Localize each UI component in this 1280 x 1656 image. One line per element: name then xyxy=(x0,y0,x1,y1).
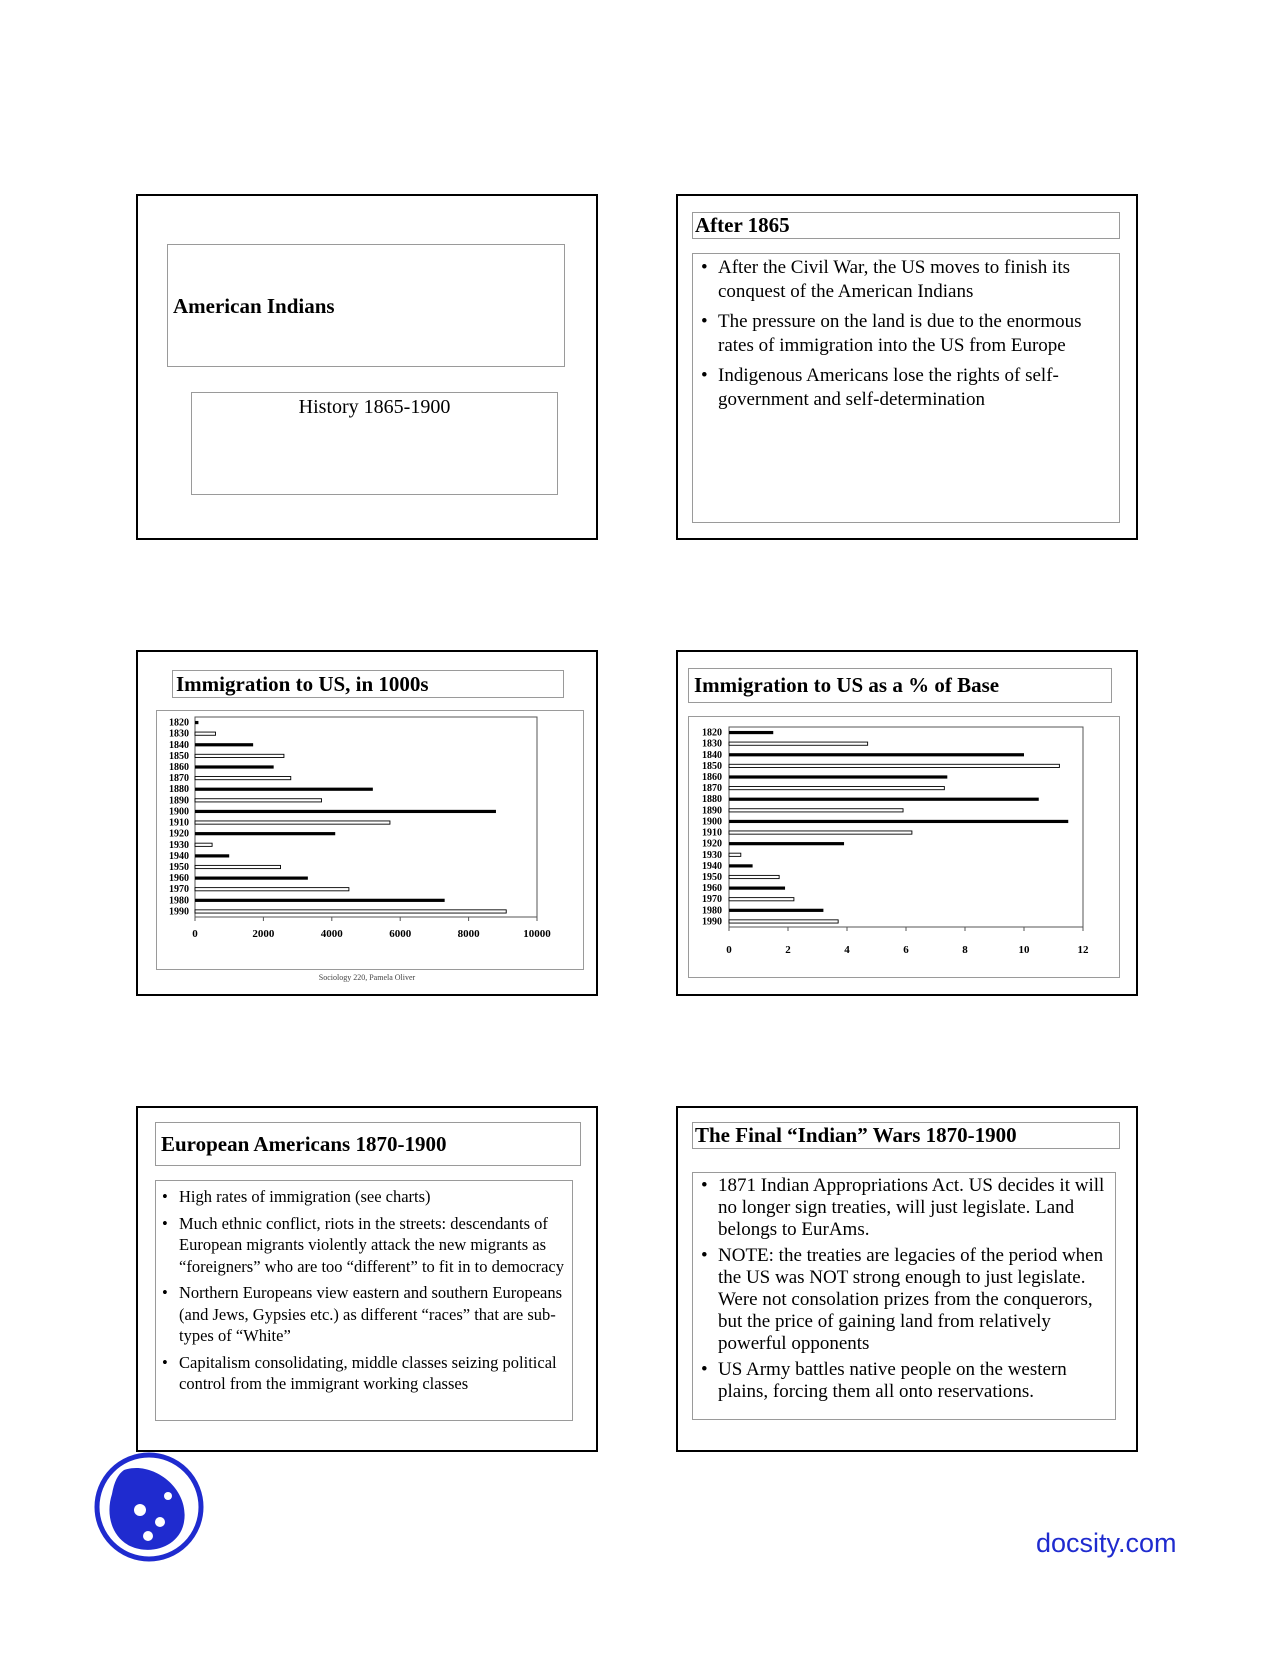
x-tick-label: 8000 xyxy=(457,928,480,940)
x-tick-label: 8 xyxy=(962,944,968,956)
bar xyxy=(729,831,912,834)
bullet-list xyxy=(697,1175,1109,1403)
slide-title: Immigration to US as a % of Base xyxy=(694,673,1000,697)
category-label: 1870 xyxy=(702,783,722,795)
category-label: 1880 xyxy=(702,794,722,806)
category-label: 1970 xyxy=(169,884,189,896)
slide-5 xyxy=(136,1106,598,1452)
category-label: 1920 xyxy=(702,838,722,850)
category-label: 1920 xyxy=(169,828,189,840)
bar xyxy=(195,899,445,902)
bullet-item: • Northern Europeans view eastern and southern Europeans (and Jews, Gypsies etc.) as different “races” that are sub-types of “White” xyxy=(158,1282,566,1347)
slide-footer: Sociology 220, Pamela Oliver xyxy=(318,973,416,982)
bar xyxy=(729,809,903,812)
content-box xyxy=(692,253,1120,523)
title-box xyxy=(167,244,565,367)
x-tick-label: 4000 xyxy=(320,928,343,940)
bar xyxy=(195,910,506,913)
bullet-item: • High rates of immigration (see charts) xyxy=(158,1186,566,1208)
category-label: 1840 xyxy=(169,739,189,751)
category-label: 1950 xyxy=(702,872,722,883)
category-label: 1900 xyxy=(169,806,189,818)
category-label: 1830 xyxy=(169,728,189,740)
category-label: 1970 xyxy=(702,894,722,906)
chart-area xyxy=(688,716,1120,978)
bar xyxy=(729,787,944,790)
bar xyxy=(195,777,291,780)
category-label: 1870 xyxy=(169,773,189,785)
category-label: 1850 xyxy=(702,760,722,772)
bar xyxy=(195,799,322,802)
bar xyxy=(195,743,253,746)
slide-3 xyxy=(136,650,598,996)
bar xyxy=(195,854,229,857)
slide-title: Immigration to US, in 1000s xyxy=(176,672,429,696)
bar xyxy=(195,877,308,880)
category-label: 1930 xyxy=(169,839,189,851)
category-label: 1980 xyxy=(169,895,189,907)
slide-title: European Americans 1870-1900 xyxy=(161,1132,447,1156)
bar-chart xyxy=(689,717,1119,977)
bar xyxy=(729,875,779,878)
slide-2 xyxy=(676,194,1138,540)
x-tick-label: 10000 xyxy=(523,928,551,940)
plot-frame xyxy=(729,727,1083,927)
bar xyxy=(195,843,212,846)
category-label: 1860 xyxy=(702,772,722,783)
category-label: 1850 xyxy=(169,750,189,762)
title-box xyxy=(172,670,564,698)
category-label: 1930 xyxy=(702,849,722,861)
slide-title: American Indians xyxy=(173,294,335,318)
category-label: 1960 xyxy=(169,873,189,885)
bullet-item: • NOTE: the treaties are legacies of the period when the US was NOT strong enough to just legislate. Were not consolation prizes from the conquerors, but the price of gaining land from relatively powerful opponents xyxy=(697,1245,1109,1355)
x-tick-label: 0 xyxy=(726,944,732,956)
x-tick-label: 0 xyxy=(192,928,198,940)
bar xyxy=(729,820,1068,823)
title-box xyxy=(155,1122,581,1166)
bar xyxy=(729,753,1024,756)
category-label: 1880 xyxy=(169,784,189,796)
x-tick-label: 10 xyxy=(1018,944,1030,956)
x-tick-label: 2 xyxy=(785,944,791,956)
slide-title: The Final “Indian” Wars 1870-1900 xyxy=(695,1123,1017,1147)
category-label: 1990 xyxy=(702,916,722,928)
bar xyxy=(729,853,741,856)
category-label: 1830 xyxy=(702,738,722,750)
bullet-item: • The pressure on the land is due to the enormous rates of immigration into the US from Europe xyxy=(697,310,1111,358)
x-tick-label: 2000 xyxy=(252,928,275,940)
bullet-item: • US Army battles native people on the western plains, forcing them all onto reservations. xyxy=(697,1359,1109,1403)
bar xyxy=(195,888,349,891)
bar xyxy=(195,832,335,835)
bar xyxy=(729,898,794,901)
slide-1 xyxy=(136,194,598,540)
bullet-item: • After the Civil War, the US moves to finish its conquest of the American Indians xyxy=(697,256,1111,304)
bar xyxy=(195,754,284,757)
bar xyxy=(729,842,844,845)
docsity-logo-icon xyxy=(94,1452,204,1562)
slide-4 xyxy=(676,650,1138,996)
content-box xyxy=(155,1180,573,1421)
chart-area xyxy=(156,710,584,970)
title-box xyxy=(692,212,1120,239)
category-label: 1980 xyxy=(702,905,722,917)
bar xyxy=(195,810,496,813)
category-label: 1950 xyxy=(169,862,189,873)
title-box xyxy=(692,1122,1120,1149)
bar xyxy=(729,887,785,890)
brand-link[interactable]: docsity.com xyxy=(1036,1528,1177,1558)
category-label: 1960 xyxy=(702,883,722,895)
category-label: 1940 xyxy=(169,850,189,862)
category-label: 1890 xyxy=(169,795,189,807)
slide-6 xyxy=(676,1106,1138,1452)
category-label: 1910 xyxy=(169,817,189,829)
bar xyxy=(195,821,390,824)
bullet-item: • Indigenous Americans lose the rights of self-government and self-determination xyxy=(697,364,1111,412)
category-label: 1820 xyxy=(169,717,189,729)
x-tick-label: 6000 xyxy=(389,928,412,940)
bar xyxy=(729,798,1039,801)
bullet-list xyxy=(158,1186,566,1395)
category-label: 1910 xyxy=(702,827,722,839)
bar xyxy=(195,721,198,724)
bar xyxy=(729,775,947,778)
bar xyxy=(195,865,281,868)
category-label: 1900 xyxy=(702,816,722,828)
bullet-list xyxy=(697,256,1111,412)
bar xyxy=(729,731,773,734)
plot-frame xyxy=(195,717,537,917)
subtitle-box xyxy=(191,392,558,495)
bar xyxy=(195,788,373,791)
slide-subtitle: History 1865-1900 xyxy=(298,396,451,418)
bar xyxy=(729,909,823,912)
category-label: 1990 xyxy=(169,906,189,918)
x-tick-label: 6 xyxy=(903,944,909,956)
bar xyxy=(195,732,216,735)
bar xyxy=(729,742,868,745)
bullet-item: • 1871 Indian Appropriations Act. US decides it will no longer sign treaties, will just legislate. Land belongs to EurAms. xyxy=(697,1175,1109,1241)
bar xyxy=(729,920,838,923)
category-label: 1890 xyxy=(702,805,722,817)
x-tick-label: 4 xyxy=(844,944,850,956)
bar-chart xyxy=(157,711,583,969)
bar xyxy=(729,764,1059,767)
bar xyxy=(729,864,753,867)
category-label: 1940 xyxy=(702,860,722,872)
bar xyxy=(195,765,274,768)
slide-title: After 1865 xyxy=(695,213,790,237)
category-label: 1860 xyxy=(169,762,189,773)
category-label: 1840 xyxy=(702,749,722,761)
bullet-item: • Capitalism consolidating, middle classes seizing political control from the immigrant working classes xyxy=(158,1352,566,1395)
category-label: 1820 xyxy=(702,727,722,739)
x-tick-label: 12 xyxy=(1077,944,1089,956)
title-box xyxy=(688,668,1112,703)
content-box xyxy=(692,1172,1116,1420)
bullet-item: • Much ethnic conflict, riots in the streets: descendants of European migrants violently attack the new migrants as “foreigners” who are too “different” to fit in to democracy xyxy=(158,1213,566,1278)
